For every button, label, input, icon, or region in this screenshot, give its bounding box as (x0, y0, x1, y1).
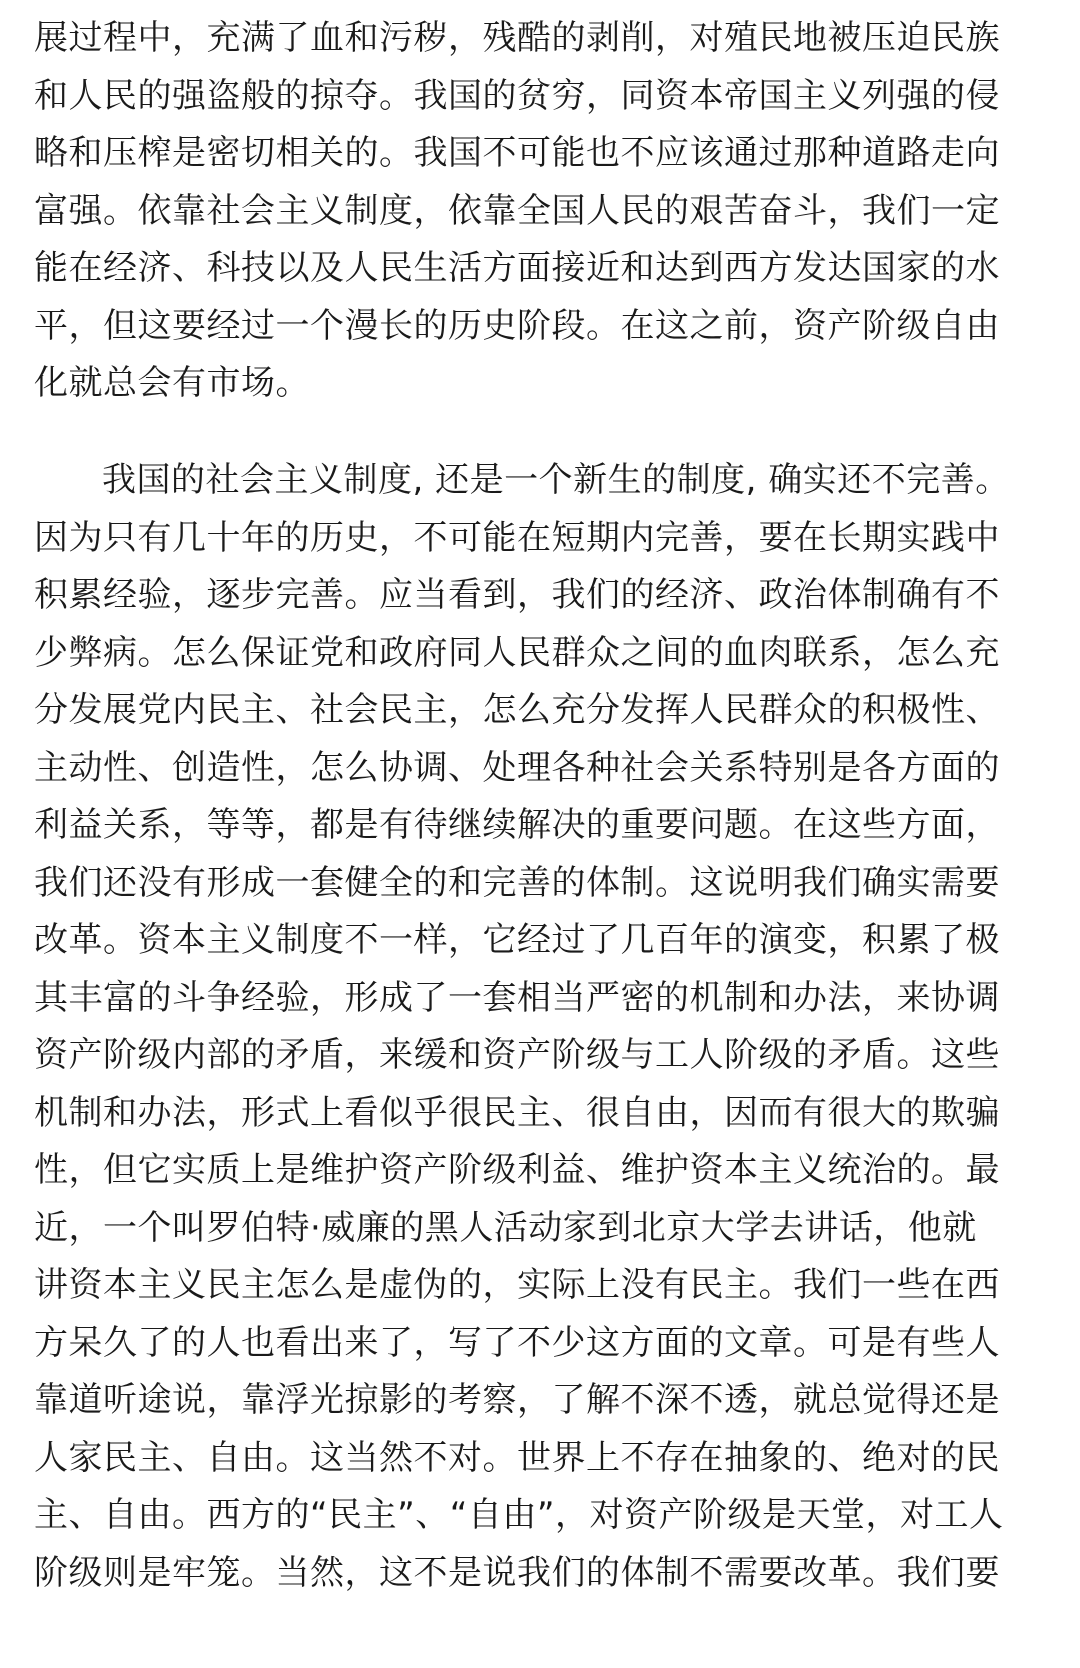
text-line: 方呆久了的人也看出来了，写了不少这方面的文章。可是有些人 (34, 1322, 1000, 1363)
text-line: 和人民的强盗般的掠夺。我国的贫穷，同资本帝国主义列强的侵 (34, 75, 1000, 116)
paragraph-1 (34, 10, 1038, 413)
text-line: 积累经验，逐步完善。应当看到，我们的经济、政治体制确有不 (34, 575, 1000, 615)
text-line: 展过程中，充满了血和污秽，残酷的剥削，对殖民地被压迫民族 (34, 18, 1000, 58)
text-line: 主动性、创造性，怎么协调、处理各种社会关系特别是各方面的 (34, 747, 1000, 788)
text-line: 我们还没有形成一套健全的和完善的体制。这说明我们确实需要 (34, 862, 1000, 903)
text-line-first-indented: 我国的社会主义制度, 还是一个新生的制度, 确实还不完善。 (102, 460, 1010, 500)
text-line: 近，一个叫罗伯特·威廉的黑人活动家到北京大学去讲话，他就 (34, 1207, 977, 1248)
text-line: 化就总会有市场。 (34, 363, 310, 403)
text-line: 性，但它实质上是维护资产阶级利益、维护资本主义统治的。最 (34, 1150, 1000, 1190)
text-line: 分发展党内民主、社会民主，怎么充分发挥人民群众的积极性、 (34, 690, 1000, 730)
text-line: 因为只有几十年的历史，不可能在短期内完善，要在长期实践中 (34, 517, 1000, 558)
text-line: 利益关系，等等，都是有待继续解决的重要问题。在这些方面， (34, 805, 1000, 845)
text-line: 富强。依靠社会主义制度，依靠全国人民的艰苦奋斗，我们一定 (34, 190, 1000, 231)
text-line: 机制和办法，形式上看似乎很民主、很自由，因而有很大的欺骗 (34, 1092, 1000, 1133)
text-line: 讲资本主义民主怎么是虚伪的，实际上没有民主。我们一些在西 (34, 1265, 1000, 1305)
text-line: 主、自由。西方的“民主”、“自由”，对资产阶级是天堂，对工人 (34, 1495, 1004, 1535)
text-line: 人家民主、自由。这当然不对。世界上不存在抽象的、绝对的民 (34, 1437, 1000, 1478)
text-line: 阶级则是牢笼。当然，这不是说我们的体制不需要改革。我们要 (34, 1552, 1000, 1593)
text-line: 能在经济、科技以及人民生活方面接近和达到西方发达国家的水 (34, 248, 1000, 288)
text-line: 略和压榨是密切相关的。我国不可能也不应该通过那种道路走向 (34, 133, 1000, 173)
text-line: 资产阶级内部的矛盾，来缓和资产阶级与工人阶级的矛盾。这些 (34, 1035, 1000, 1075)
text-line: 靠道听途说，靠浮光掠影的考察，了解不深不透，就总觉得还是 (34, 1380, 1000, 1420)
text-line: 改革。资本主义制度不一样，它经过了几百年的演变，积累了极 (34, 920, 1000, 960)
text-line: 少弊病。怎么保证党和政府同人民群众之间的血肉联系，怎么充 (34, 632, 1000, 673)
text-line: 其丰富的斗争经验，形成了一套相当严密的机制和办法，来协调 (34, 977, 1000, 1018)
paragraph-2 (34, 452, 1038, 1602)
text-line: 平，但这要经过一个漫长的历史阶段。在这之前，资产阶级自由 (34, 305, 1000, 346)
